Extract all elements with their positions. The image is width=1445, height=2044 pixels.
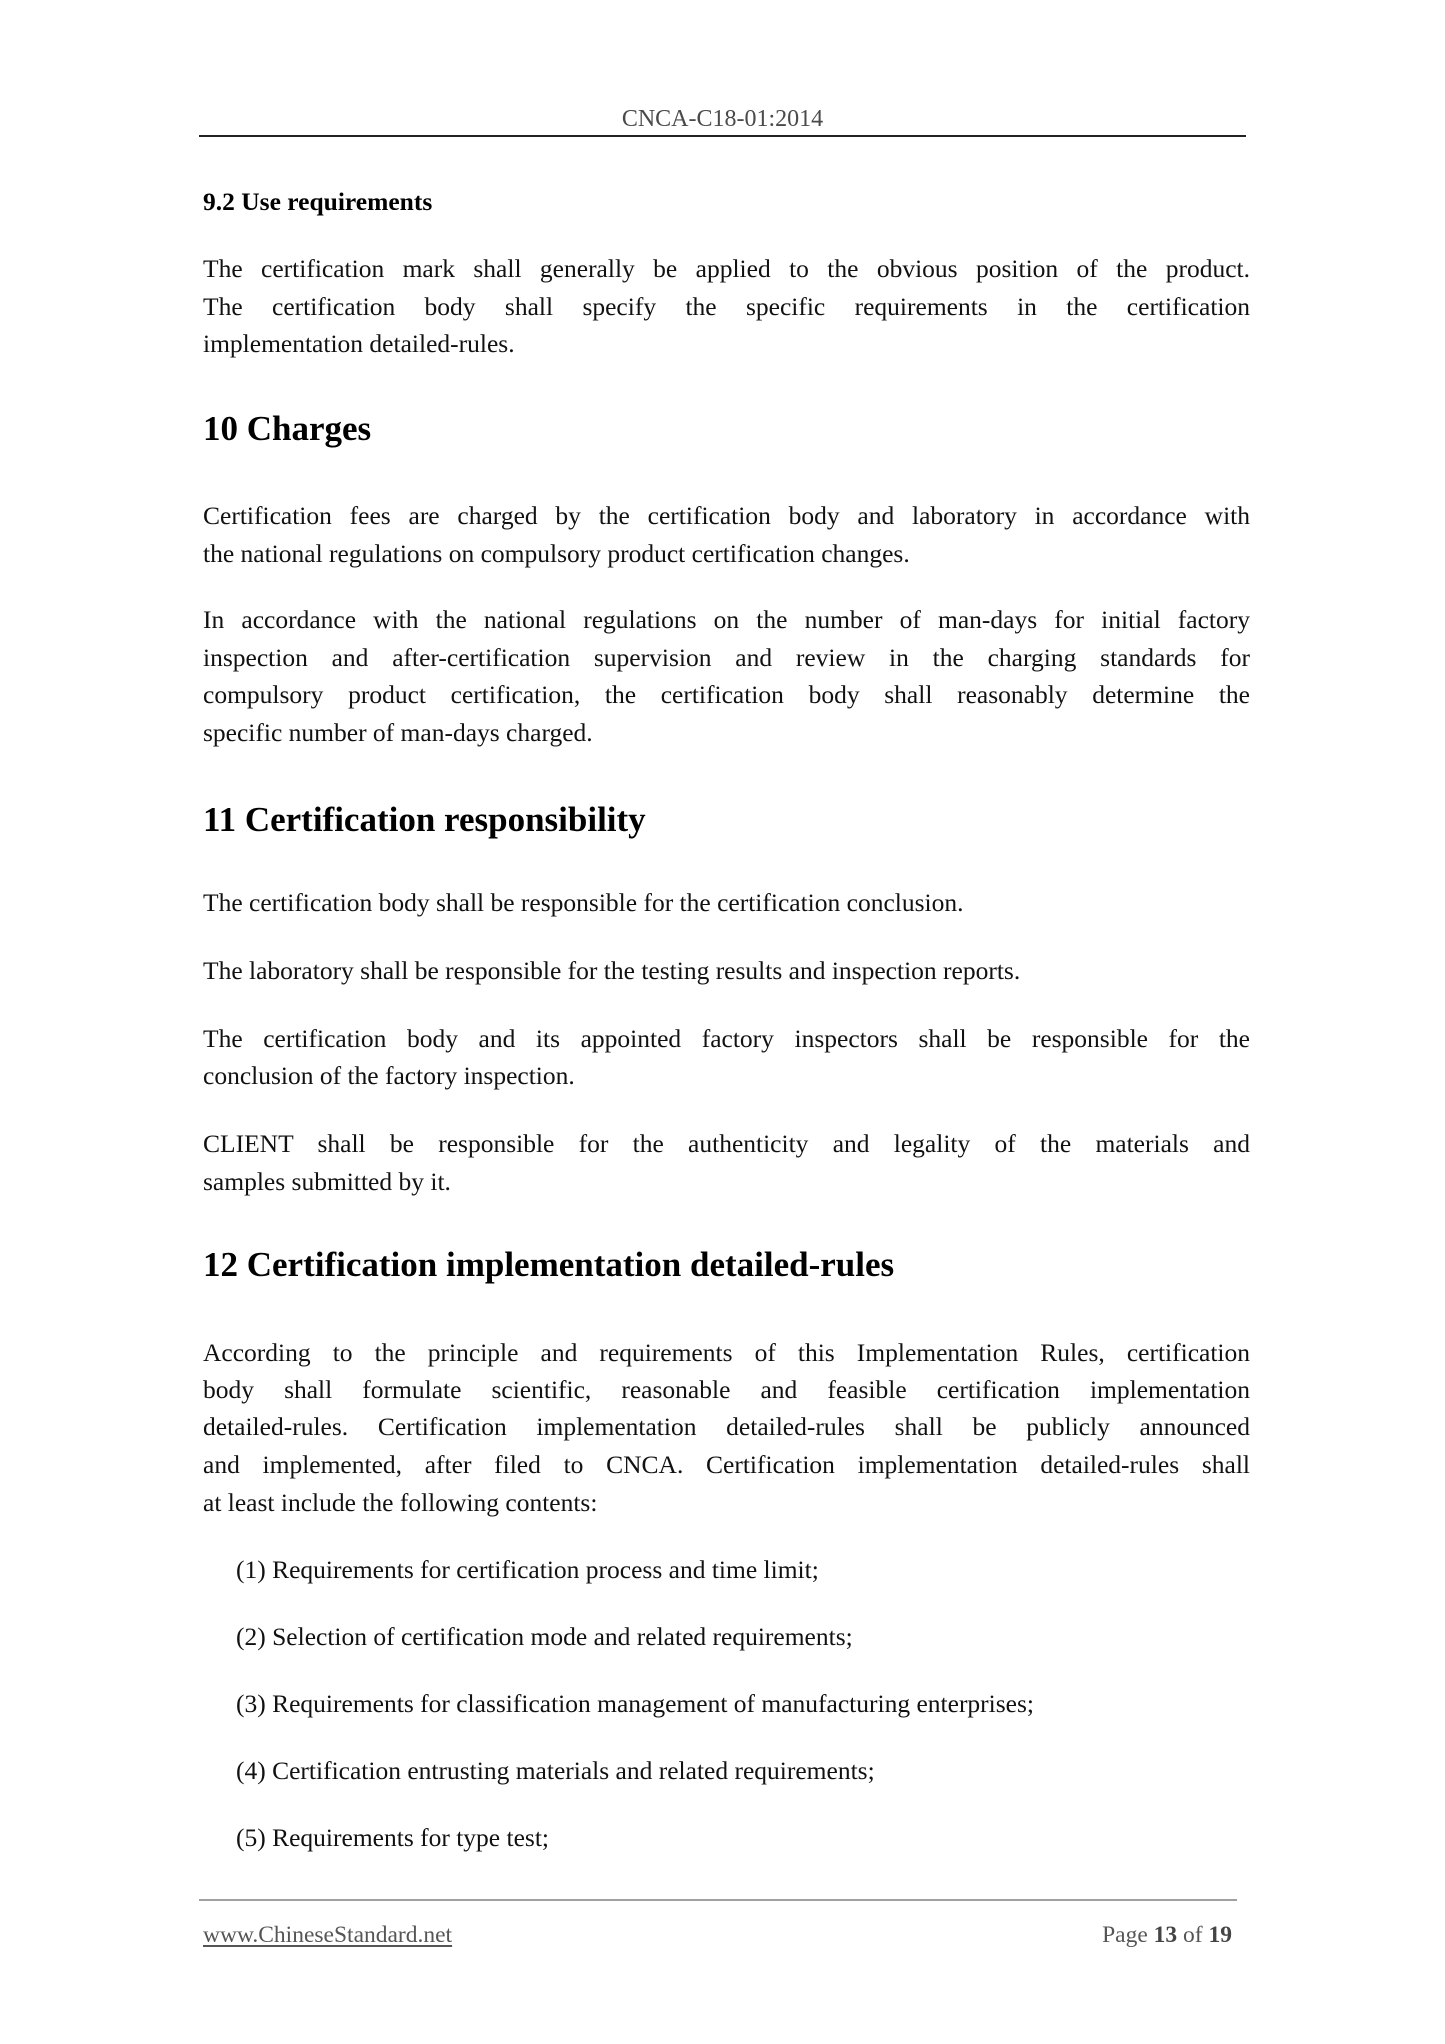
- list-item-4: (4) Certification entrusting materials and related requirements;: [236, 1756, 875, 1785]
- paragraph-12-1-line-1: According to the principle and requirements of this Implementation Rules, certification: [203, 1338, 1250, 1367]
- section-heading-12: 12 Certification implementation detailed-rules: [203, 1245, 895, 1284]
- list-item-2: (2) Selection of certification mode and related requirements;: [236, 1622, 853, 1651]
- paragraph-10-2-line-1: In accordance with the national regulations on the number of man-days for initial factory: [203, 605, 1250, 634]
- paragraph-11-4-line-2: samples submitted by it.: [203, 1167, 451, 1196]
- list-item-1: (1) Requirements for certification process and time limit;: [236, 1555, 819, 1584]
- paragraph-10-2-line-4: specific number of man-days charged.: [203, 718, 593, 747]
- paragraph-11-3-line-2: conclusion of the factory inspection.: [203, 1061, 575, 1090]
- section-heading-9-2: 9.2 Use requirements: [203, 187, 433, 216]
- paragraph-9-2-line-3: implementation detailed-rules.: [203, 329, 515, 358]
- page-of-label: of: [1183, 1922, 1203, 1948]
- page-label: Page: [1102, 1922, 1148, 1948]
- running-header-doc-id: CNCA-C18-01:2014: [621, 106, 824, 132]
- footer-divider: [199, 1899, 1237, 1901]
- website-link[interactable]: www.ChineseStandard.net: [203, 1922, 453, 1948]
- paragraph-12-1-line-2: body shall formulate scientific, reasonable and feasible certification implementation: [203, 1375, 1250, 1404]
- page-current: 13: [1153, 1922, 1178, 1948]
- paragraph-11-2: The laboratory shall be responsible for the testing results and inspection reports.: [203, 956, 1021, 985]
- paragraph-9-2-line-2: The certification body shall specify the specific requirements in the certification: [203, 292, 1250, 321]
- paragraph-10-2-line-2: inspection and after-certification supervision and review in the charging standards for: [203, 643, 1250, 672]
- paragraph-12-1-line-4: and implemented, after filed to CNCA. Certification implementation detailed-rules shall: [203, 1450, 1250, 1479]
- paragraph-12-1-line-5: at least include the following contents:: [203, 1488, 598, 1517]
- paragraph-11-1: The certification body shall be responsible for the certification conclusion.: [203, 888, 964, 917]
- paragraph-11-4-line-1: CLIENT shall be responsible for the authenticity and legality of the materials and: [203, 1129, 1250, 1158]
- paragraph-10-1-line-1: Certification fees are charged by the certification body and laboratory in accordance with: [203, 501, 1250, 530]
- paragraph-9-2-line-1: The certification mark shall generally be applied to the obvious position of the product.: [203, 254, 1250, 283]
- paragraph-12-1-line-3: detailed-rules. Certification implementation detailed-rules shall be publicly announced: [203, 1412, 1250, 1441]
- paragraph-10-2-line-3: compulsory product certification, the certification body shall reasonably determine the: [203, 680, 1250, 709]
- page-indicator: [1102, 1920, 1232, 1950]
- page-total: 19: [1208, 1922, 1232, 1948]
- paragraph-10-1-line-2: the national regulations on compulsory product certification changes.: [203, 539, 910, 568]
- list-item-5: (5) Requirements for type test;: [236, 1823, 549, 1852]
- section-heading-10: 10 Charges: [203, 409, 372, 448]
- paragraph-11-3-line-1: The certification body and its appointed factory inspectors shall be responsible for the: [203, 1024, 1250, 1053]
- header-divider: [199, 135, 1246, 137]
- section-heading-11: 11 Certification responsibility: [203, 800, 646, 839]
- list-item-3: (3) Requirements for classification management of manufacturing enterprises;: [236, 1689, 1035, 1718]
